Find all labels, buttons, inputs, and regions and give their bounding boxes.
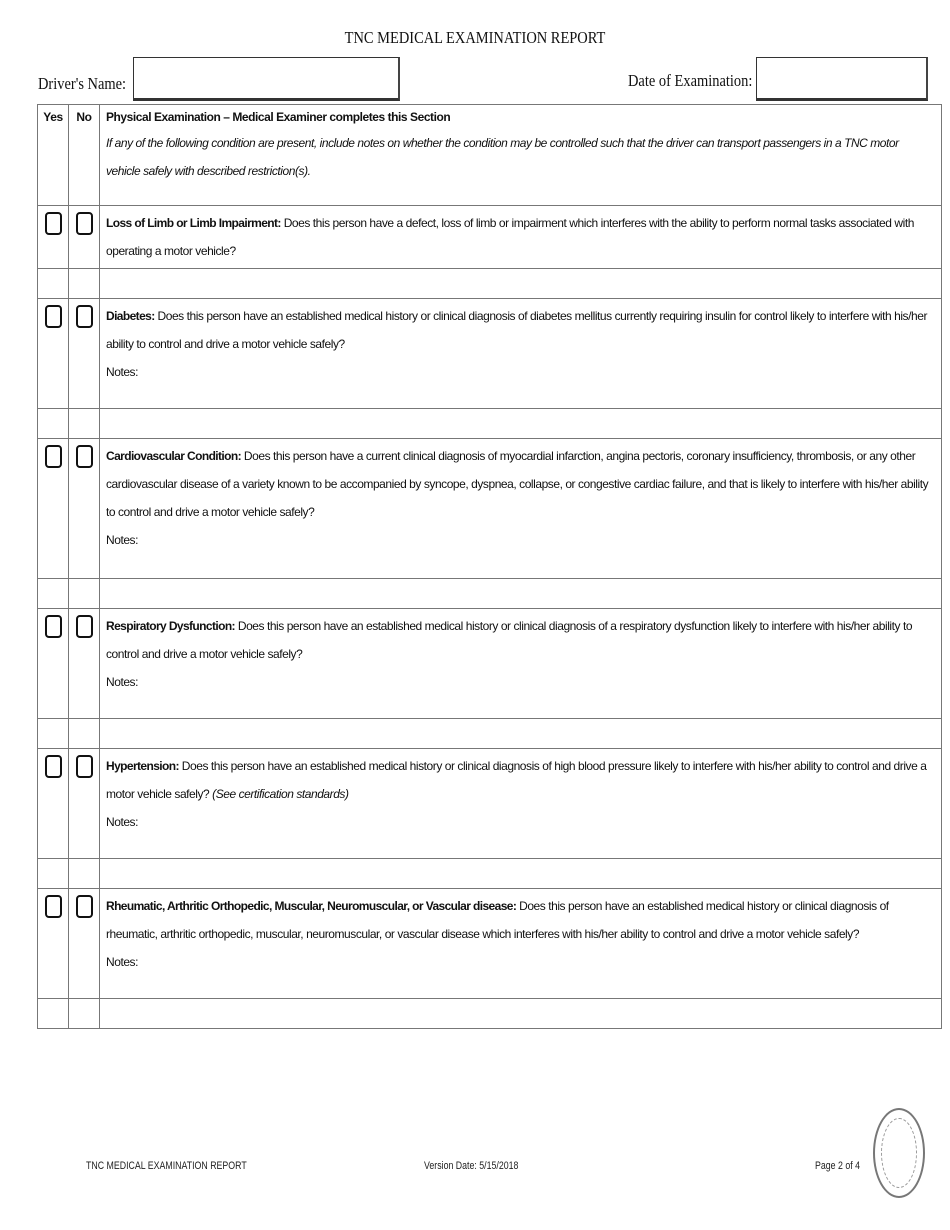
notes-label: Notes: (106, 365, 138, 379)
examination-table (37, 104, 942, 1029)
page-number: Page 2 of 4 (815, 1160, 861, 1172)
condition-title: Hypertension: (106, 759, 179, 773)
yes-checkbox[interactable] (45, 755, 62, 778)
yes-column-header: Yes (38, 105, 69, 206)
section-note: If any of the following condition are present, include notes on whether the condition may be controlled such that the driver can transport passengers in a TNC motor vehicle safely with described restriction(s). (106, 136, 899, 178)
condition-title: Cardiovascular Condition: (106, 449, 242, 463)
condition-row (38, 206, 942, 269)
state-seal-icon (873, 1108, 925, 1198)
yes-checkbox[interactable] (45, 305, 62, 328)
condition-title: Diabetes: (106, 309, 155, 323)
condition-row (38, 609, 942, 719)
notes-row[interactable] (38, 269, 942, 299)
notes-row[interactable] (38, 409, 942, 439)
yes-checkbox[interactable] (45, 212, 62, 235)
condition-text: Does this person have an established medical history or clinical diagnosis of diabetes mellitus currently requiring insulin for control likely to interfere with his/her ability to control and drive a motor vehicle safely? (106, 309, 927, 351)
date-of-examination-label: Date of Examination: (628, 71, 753, 90)
notes-field[interactable] (100, 579, 942, 609)
yes-checkbox[interactable] (45, 895, 62, 918)
date-of-examination-input[interactable] (756, 57, 928, 101)
condition-title: Loss of Limb or Limb Impairment: (106, 216, 281, 230)
notes-field[interactable] (100, 859, 942, 889)
notes-row[interactable] (38, 999, 942, 1029)
footer-title: TNC MEDICAL EXAMINATION REPORT (86, 1160, 247, 1172)
condition-text: Does this person have an established medical history or clinical diagnosis of a respiratory dysfunction likely to interfere with his/her ability to control and drive a motor vehicle safely? (106, 619, 913, 661)
no-checkbox[interactable] (76, 305, 93, 328)
notes-label: Notes: (106, 815, 138, 829)
no-checkbox[interactable] (76, 615, 93, 638)
notes-field[interactable] (100, 409, 942, 439)
yes-checkbox[interactable] (45, 445, 62, 468)
no-checkbox[interactable] (76, 445, 93, 468)
notes-field[interactable] (100, 269, 942, 299)
condition-text: Does this person have a defect, loss of limb or impairment which interferes with the ability to perform normal tasks associated with operating a motor vehicle? (106, 216, 914, 258)
condition-text: Does this person have a current clinical diagnosis of myocardial infarction, angina pectoris, coronary insufficiency, thrombosis, or any other cardiovascular disease of a variety known to be accompanied by syncope, dyspnea, collapse, or congestive cardiac failure, and that is likely to interfere with his/her ability to control and drive a motor vehicle safely? (106, 449, 929, 519)
notes-field[interactable] (100, 719, 942, 749)
notes-label: Notes: (106, 675, 138, 689)
no-column-header: No (69, 105, 100, 206)
condition-note: (See certification standards) (212, 787, 349, 801)
drivers-name-label: Driver's Name: (38, 74, 127, 93)
notes-row[interactable] (38, 579, 942, 609)
condition-row (38, 439, 942, 579)
condition-row (38, 299, 942, 409)
section-title: Physical Examination – Medical Examiner completes this Section (106, 110, 451, 124)
notes-label: Notes: (106, 955, 138, 969)
drivers-name-input[interactable] (133, 57, 400, 101)
no-checkbox[interactable] (76, 755, 93, 778)
condition-title: Rheumatic, Arthritic Orthopedic, Muscular, Neuromuscular, or Vascular disease: (106, 899, 517, 913)
page-title: TNC MEDICAL EXAMINATION REPORT (344, 28, 606, 47)
condition-text: Does this person have an established medical history or clinical diagnosis of rheumatic, arthritic orthopedic, muscular, neuromuscular, or vascular disease which interferes with his/her ability to control and drive a motor vehicle safely? (106, 899, 889, 941)
notes-row[interactable] (38, 719, 942, 749)
no-checkbox[interactable] (76, 895, 93, 918)
version-date: Version Date: 5/15/2018 (424, 1160, 519, 1172)
notes-field[interactable] (100, 999, 942, 1029)
no-checkbox[interactable] (76, 212, 93, 235)
yes-checkbox[interactable] (45, 615, 62, 638)
notes-row[interactable] (38, 859, 942, 889)
condition-row (38, 889, 942, 999)
notes-label: Notes: (106, 533, 138, 547)
condition-title: Respiratory Dysfunction: (106, 619, 235, 633)
condition-row (38, 749, 942, 859)
condition-text: Does this person have an established medical history or clinical diagnosis of high blood pressure likely to interfere with his/her ability to control and drive a motor vehicle safely? (106, 759, 927, 801)
